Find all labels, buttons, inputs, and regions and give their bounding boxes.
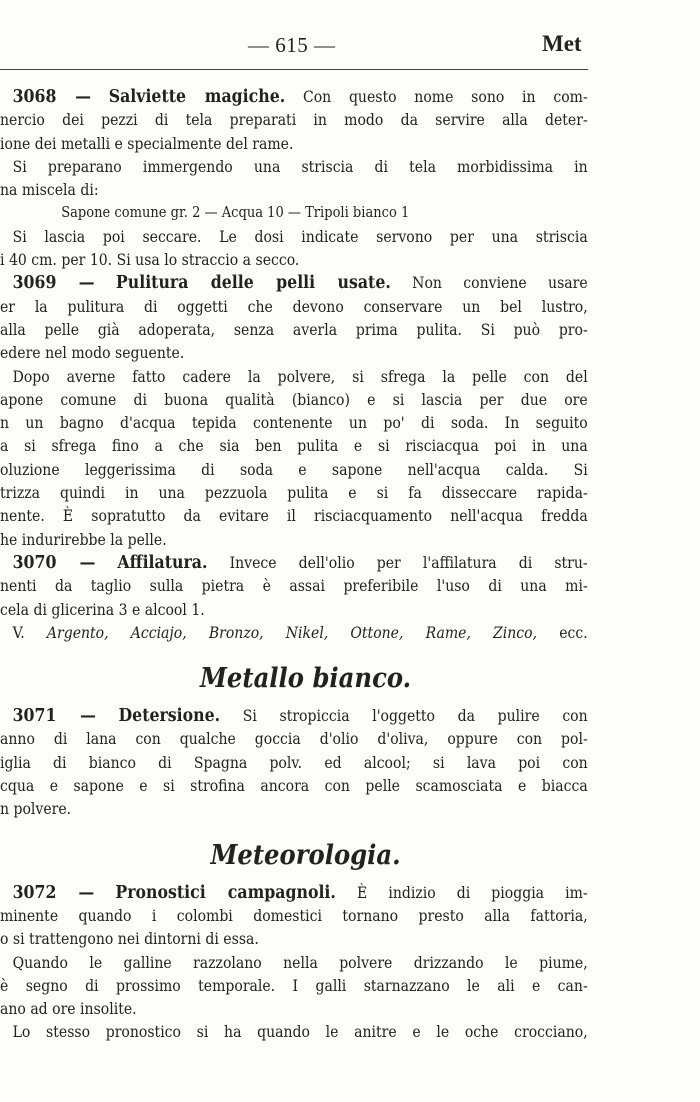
entry-3070-first-line xyxy=(0,552,588,575)
entry-number: 3071 — xyxy=(12,706,96,727)
text-line: he indurirebbe la pelle. xyxy=(0,530,167,549)
text-line: ione dei metalli e specialmente del rame. xyxy=(0,134,294,153)
see-also-line xyxy=(0,622,588,645)
entry-3072-first-line xyxy=(0,882,588,905)
text-line: Quando le galline razzolano nella polvere drizzando le piume, xyxy=(12,953,588,972)
text-line: edere nel modo seguente. xyxy=(0,344,185,363)
text-line: Invece dell'olio per l'affilatura di stru- xyxy=(207,553,588,572)
entry-3068-first-line xyxy=(0,86,588,109)
text-line: Si preparano immergendo una striscia di tela morbidissima in xyxy=(12,157,588,176)
text-line: Con questo nome sono in com- xyxy=(285,88,588,106)
text-line: nente. È sopratutto da evitare il risciacquamento nell'acqua fredda xyxy=(0,507,588,526)
entry-3071-first-line xyxy=(0,705,588,728)
text-line: a si sfrega fino a che sia ben pulita e si risciacqua poi in una xyxy=(0,437,588,456)
entry-number: 3068 — xyxy=(12,87,91,107)
text-line: Si stropiccia l'oggetto da pulire con xyxy=(220,707,588,726)
entry-number: 3069 — xyxy=(12,273,95,294)
text-line: minente quando i colombi domestici tornano presto alla fattoria, xyxy=(0,906,588,925)
text-line: Non conviene usare xyxy=(390,274,588,293)
text-line: ano ad ore insolite. xyxy=(0,1000,137,1019)
text-line: cela di glicerina 3 e alcool 1. xyxy=(0,600,205,619)
entry-number: 3072 — xyxy=(12,882,95,903)
text-line: Si lascia poi seccare. Le dosi indicate servono per una striscia xyxy=(12,227,588,246)
entry-number: 3070 — xyxy=(12,552,96,573)
see-also-references: Argento, Acciajo, Bronzo, Nikel, Ottone, Rame, Zinco, xyxy=(46,623,538,642)
text-line: iglia di bianco di Spagna polv. ed alcool; si lava poi con xyxy=(0,753,588,772)
text-line: è segno di prossimo temporale. I galli starnazzano le ali e can- xyxy=(0,976,588,995)
text-line: È indizio di pioggia im- xyxy=(335,883,588,902)
section-heading-metallo-bianco: Metallo bianco. xyxy=(199,663,412,695)
entry-title: Detersione. xyxy=(118,706,221,727)
entry-3069-first-line xyxy=(0,272,588,295)
entry-title: Salviette magiche. xyxy=(108,87,286,107)
text-line: nercio dei pezzi di tela preparati in modo da servire alla deter- xyxy=(0,111,588,130)
formula-line: Sapone comune gr. 2 — Acqua 10 — Tripoli bianco 1 xyxy=(61,205,410,222)
entry-title: Pronostici campagnoli. xyxy=(115,882,336,903)
page-header xyxy=(0,33,700,63)
text-line: cqua e sapone e si strofina ancora con pelle scamosciata e biacca xyxy=(0,777,588,796)
see-also-suffix: ecc. xyxy=(537,623,588,642)
text-line: trizza quindi in una pezzuola pulita e si fa disseccare rapida- xyxy=(0,484,588,503)
text-line: oluzione leggerissima di soda e sapone nell'acqua calda. Si xyxy=(0,460,588,479)
text-line: n un bagno d'acqua tepida contenente un po' di soda. In seguito xyxy=(0,414,588,433)
text-line: alla pelle già adoperata, senza averla prima pulita. Si può pro- xyxy=(0,320,588,339)
entry-title: Pulitura delle pelli usate. xyxy=(115,273,391,294)
text-line: Lo stesso pronostico si ha quando le anitre e le oche crocciano, xyxy=(12,1023,588,1042)
section-heading-meteorologia: Meteorologia. xyxy=(210,839,401,871)
see-also-prefix: V. xyxy=(12,623,47,642)
text-line: apone comune di buona qualità (bianco) e si lascia per due ore xyxy=(0,390,588,409)
text-line: Dopo averne fatto cadere la polvere, si sfrega la pelle con del xyxy=(12,367,588,386)
text-line: o si trattengono nei dintorni di essa. xyxy=(0,930,259,949)
page-body xyxy=(0,86,588,1045)
page-number: — 615 — xyxy=(248,33,336,57)
text-line: er la pulitura di oggetti che devono conservare un bel lustro, xyxy=(0,297,588,316)
text-line: n polvere. xyxy=(0,800,72,819)
running-head: Met xyxy=(542,31,582,56)
text-line: i 40 cm. per 10. Si usa lo straccio a secco. xyxy=(0,251,300,270)
header-rule xyxy=(0,69,588,70)
text-line: nenti da taglio sulla pietra è assai preferibile l'uso di una mi- xyxy=(0,577,588,596)
text-line: na miscela di: xyxy=(0,181,99,200)
text-line: anno di lana con qualche goccia d'olio d'oliva, oppure con pol- xyxy=(0,730,588,749)
entry-title: Affilatura. xyxy=(117,552,208,573)
